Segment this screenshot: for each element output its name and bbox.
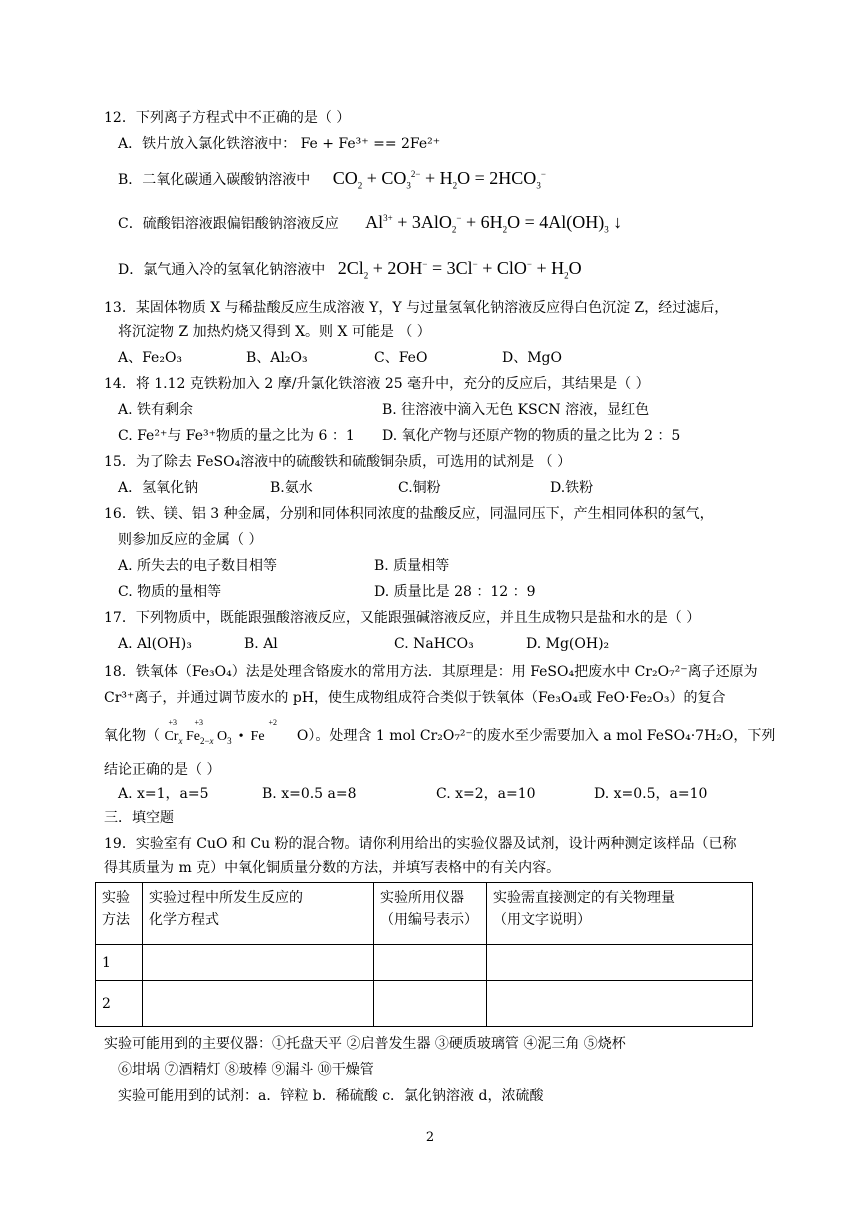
q18-line2: Cr³⁺离子，并通过调节废水的 pH，使生成物组成符合类似于铁氧体（Fe₃O₄或 FeO·Fe₂O₃）的复合 bbox=[104, 690, 726, 706]
row-2-equations-cell[interactable] bbox=[143, 981, 374, 1027]
q17-option-b: B. Al bbox=[244, 636, 278, 652]
q18-line3 bbox=[104, 718, 776, 747]
q12-b-label: B．二氧化碳通入碳酸钠溶液中 bbox=[118, 172, 311, 188]
q12-a-eq: Fe + Fe³⁺ == 2Fe²⁺ bbox=[300, 136, 441, 152]
q12-option-c bbox=[118, 212, 622, 234]
q18-line4: 结论正确的是（ ） bbox=[104, 762, 221, 778]
q14-option-b: B. 往溶液中滴入无色 KSCN 溶液，显红色 bbox=[382, 402, 650, 418]
q14-option-a: A. 铁有剩余 bbox=[118, 402, 194, 418]
q17-option-d: D. Mg(OH)₂ bbox=[526, 636, 610, 652]
q18-line1: 18．铁氧体（Fe₃O₄）法是处理含铬废水的常用方法．其原理是：用 FeSO₄把废水中 Cr₂O₇²⁻离子还原为 bbox=[104, 664, 758, 680]
q19-line2: 得其质量为 m 克）中氧化铜质量分数的方法，并填写表格中的有关内容。 bbox=[104, 860, 561, 876]
q13-option-a: A、Fe₂O₃ bbox=[118, 350, 183, 366]
row-1-instruments-cell[interactable] bbox=[374, 945, 487, 981]
q18-composite-oxide-formula: +3 +3 +2 $Cr_x$ $Fe_{2-x}$ $O_3$ • Fe bbox=[164, 718, 277, 746]
q12-option-a bbox=[118, 134, 440, 154]
q18-option-b: B. x=0.5 a=8 bbox=[262, 786, 357, 802]
table-row bbox=[96, 945, 753, 981]
q15-option-c: C.铜粉 bbox=[398, 480, 441, 496]
q13-option-c: C、FeO bbox=[374, 350, 428, 366]
q15-option-d: D.铁粉 bbox=[550, 480, 594, 496]
row-2-label: 2 bbox=[96, 981, 143, 1027]
q14-option-d: D. 氧化产物与还原产物的物质的量之比为 2 ：5 bbox=[382, 428, 681, 444]
q14-stem: 14．将 1.12 克铁粉加入 2 摩/升氯化铁溶液 25 毫升中，充分的反应后，其结果是（ ） bbox=[104, 376, 650, 392]
row-2-instruments-cell[interactable] bbox=[374, 981, 487, 1027]
header-method: 实验 方法 bbox=[96, 883, 143, 945]
q18-option-c: C. x=2，a=10 bbox=[436, 786, 536, 802]
table-header-row bbox=[96, 883, 753, 945]
q15-option-a: A．氢氧化钠 bbox=[118, 480, 199, 496]
q13-option-b: B、Al₂O₃ bbox=[246, 350, 308, 366]
q12-c-equation: $Al^{3+} + 3AlO_2^- + 6H_2O = 4Al(OH)_3$ ↓ bbox=[365, 212, 623, 235]
q19-instruments-line2: ⑥坩埚 ⑦酒精灯 ⑧玻棒 ⑨漏斗 ⑩干燥管 bbox=[118, 1062, 374, 1078]
q12-c-label: C．硫酸铝溶液跟偏铝酸钠溶液反应 bbox=[118, 216, 339, 232]
table-row bbox=[96, 981, 753, 1027]
q15-option-b: B.氨水 bbox=[270, 480, 313, 496]
q13-stem-line1: 13．某固体物质 X 与稀盐酸反应生成溶液 Y，Y 与过量氢氧化钠溶液反应得白色沉淀 Z，经过滤后， bbox=[104, 300, 729, 316]
page-number: 2 bbox=[425, 1130, 435, 1145]
q17-option-c: C. NaHCO₃ bbox=[394, 636, 474, 652]
row-1-quantities-cell[interactable] bbox=[487, 945, 753, 981]
q12-option-b bbox=[118, 168, 546, 190]
q12-b-equation: $CO_2 + CO_3^{2-} + H_2O = 2HCO_3^-$ bbox=[332, 168, 546, 191]
q18-line3-pre: 氧化物（ bbox=[104, 728, 160, 744]
q13-option-d: D、MgO bbox=[502, 350, 562, 366]
q14-option-c: C. Fe²⁺与 Fe³⁺物质的量之比为 6 ：1 bbox=[118, 428, 355, 444]
q16-option-a: A. 所失去的电子数目相等 bbox=[118, 558, 278, 574]
q19-instruments-line1: 实验可能用到的主要仪器：①托盘天平 ②启普发生器 ③硬质玻璃管 ④泥三角 ⑤烧杯 bbox=[104, 1036, 626, 1052]
row-2-quantities-cell[interactable] bbox=[487, 981, 753, 1027]
q12-d-label: D．氯气通入冷的氢氧化钠溶液中 bbox=[118, 262, 326, 278]
q18-line3-post: O）。处理含 1 mol Cr₂O₇²⁻的废水至少需要加入 a mol FeSO₄·7H₂O，下列 bbox=[296, 728, 776, 744]
q12-option-d bbox=[118, 258, 582, 280]
q16-option-d: D. 质量比是 28 ：12 ：9 bbox=[374, 584, 536, 600]
q12-stem: 12．下列离子方程式中不正确的是（ ） bbox=[104, 110, 351, 126]
row-1-equations-cell[interactable] bbox=[143, 945, 374, 981]
q16-stem-line1: 16．铁、镁、铝 3 种金属，分别和同体积同浓度的盐酸反应，同温同压下，产生相同体积的氢气， bbox=[104, 506, 714, 522]
q17-option-a: A. Al(OH)₃ bbox=[118, 636, 192, 652]
q19-line1: 19．实验室有 CuO 和 Cu 粉的混合物。请你利用给出的实验仪器及试剂，设计两种测定该样品（已称 bbox=[104, 836, 737, 852]
experiment-table bbox=[95, 882, 753, 1027]
q17-stem: 17．下列物质中，既能跟强酸溶液反应，又能跟强碱溶液反应，并且生成物只是盐和水的是（ ） bbox=[104, 610, 701, 626]
header-quantities: 实验需直接测定的有关物理量 （用文字说明） bbox=[487, 883, 753, 945]
q16-stem-line2: 则参加反应的金属（ ） bbox=[118, 532, 263, 548]
section-heading: 三．填空题 bbox=[104, 810, 174, 826]
q18-option-d: D. x=0.5，a=10 bbox=[594, 786, 708, 802]
q18-option-a: A. x=1，a=5 bbox=[118, 786, 209, 802]
q12-a-label: A．铁片放入氯化铁溶液中： bbox=[118, 136, 301, 152]
header-instruments: 实验所用仪器 （用编号表示） bbox=[374, 883, 487, 945]
q19-reagents: 实验可能用到的试剂：a．锌粒 b．稀硫酸 c．氯化钠溶液 d，浓硫酸 bbox=[118, 1088, 544, 1104]
q15-stem: 15．为了除去 FeSO₄溶液中的硫酸铁和硫酸铜杂质，可选用的试剂是 （ ） bbox=[104, 454, 572, 470]
q13-stem-line2: 将沉淀物 Z 加热灼烧又得到 X。则 X 可能是 （ ） bbox=[118, 324, 431, 340]
q16-option-b: B. 质量相等 bbox=[374, 558, 450, 574]
q12-d-equation: $2Cl_2 + 2OH^- = 3Cl^- + ClO^- + H_2O$ bbox=[337, 258, 582, 281]
header-equations: 实验过程中所发生反应的 化学方程式 bbox=[143, 883, 374, 945]
row-1-label: 1 bbox=[96, 945, 143, 981]
q16-option-c: C. 物质的量相等 bbox=[118, 584, 222, 600]
